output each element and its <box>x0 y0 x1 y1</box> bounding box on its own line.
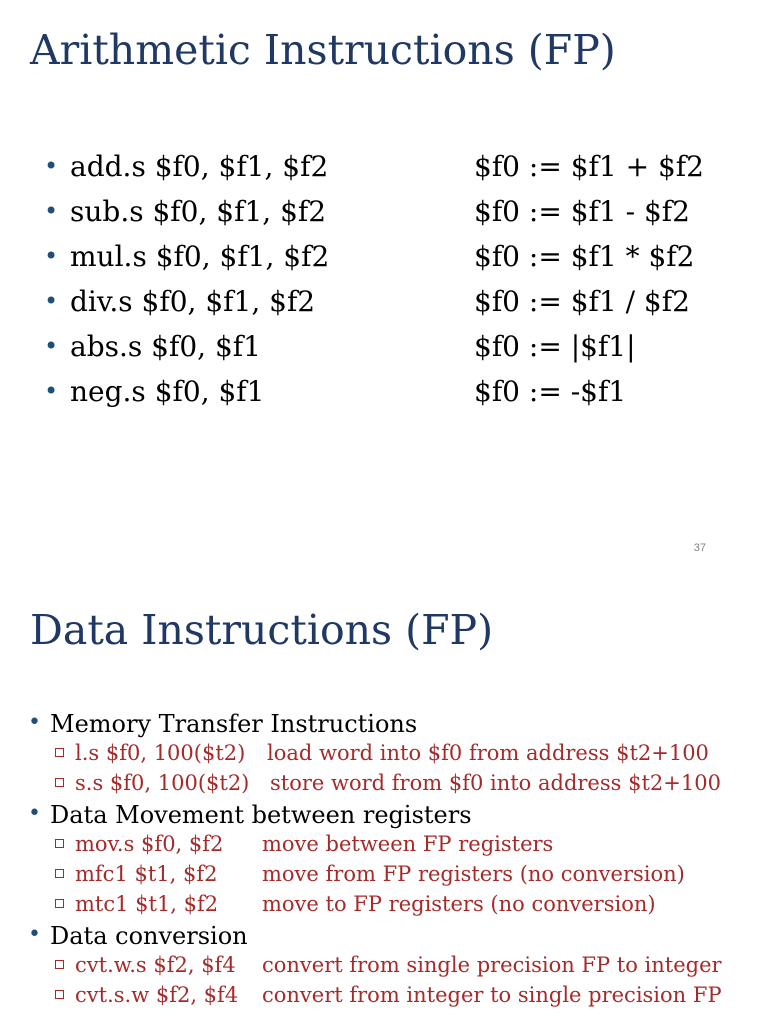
bullet-icon: • <box>44 377 59 405</box>
square-bullet-icon <box>55 839 64 848</box>
square-bullet-icon <box>55 990 64 999</box>
instruction-text: cvt.s.w $f2, $f4 <box>75 983 239 1007</box>
list-item <box>44 240 744 285</box>
description-text: move between FP registers <box>262 832 554 856</box>
bullet-icon: • <box>44 287 59 315</box>
description-text: store word from $f0 into address $t2+100 <box>270 771 721 795</box>
instruction-text: cvt.w.s $f2, $f4 <box>75 953 236 977</box>
list-item <box>44 330 744 375</box>
group-heading <box>28 710 748 741</box>
slide-title: Arithmetic Instructions (FP) <box>30 26 616 74</box>
group-heading-text: Data conversion <box>50 922 248 950</box>
square-bullet-icon <box>55 869 64 878</box>
list-item <box>28 771 748 801</box>
group-heading-text: Memory Transfer Instructions <box>50 710 418 738</box>
bullet-icon: • <box>44 197 59 225</box>
bullet-icon: • <box>44 242 59 270</box>
slide-data-instructions <box>0 580 768 1024</box>
description-text: convert from single precision FP to integer <box>262 953 722 977</box>
effect-text: $f0 := $f1 - $f2 <box>474 195 690 228</box>
effect-text: $f0 := $f1 + $f2 <box>474 150 704 183</box>
group-heading <box>28 801 748 832</box>
slide-number: 37 <box>693 542 706 554</box>
instruction-text: s.s $f0, 100($t2) <box>75 771 250 795</box>
instruction-text: div.s $f0, $f1, $f2 <box>70 285 316 318</box>
bullet-icon: • <box>28 801 41 826</box>
description-text: convert from integer to single precision FP <box>262 983 722 1007</box>
instruction-text: mul.s $f0, $f1, $f2 <box>70 240 330 273</box>
instruction-text: abs.s $f0, $f1 <box>70 330 261 363</box>
arithmetic-instruction-list <box>44 150 744 420</box>
instruction-text: neg.s $f0, $f1 <box>70 375 265 408</box>
list-item <box>28 862 748 892</box>
list-item <box>28 892 748 922</box>
instruction-text: mfc1 $t1, $f2 <box>75 862 218 886</box>
list-item <box>28 741 748 771</box>
square-bullet-icon <box>55 778 64 787</box>
slide-title: Data Instructions (FP) <box>30 606 494 654</box>
group-heading-text: Data Movement between registers <box>50 801 472 829</box>
list-item <box>28 832 748 862</box>
instruction-text: sub.s $f0, $f1, $f2 <box>70 195 327 228</box>
instruction-text: add.s $f0, $f1, $f2 <box>70 150 329 183</box>
group-heading <box>28 922 748 953</box>
bullet-icon: • <box>28 922 41 947</box>
effect-text: $f0 := |$f1| <box>474 330 636 363</box>
list-item <box>44 375 744 420</box>
list-item <box>44 195 744 240</box>
effect-text: $f0 := $f1 / $f2 <box>474 285 690 318</box>
square-bullet-icon <box>55 899 64 908</box>
instruction-text: l.s $f0, 100($t2) <box>75 741 246 765</box>
list-item <box>28 953 748 983</box>
description-text: move to FP registers (no conversion) <box>262 892 656 916</box>
bullet-icon: • <box>44 152 59 180</box>
data-instruction-list <box>28 710 748 1013</box>
list-item <box>28 983 748 1013</box>
list-item <box>44 150 744 195</box>
description-text: move from FP registers (no conversion) <box>262 862 685 886</box>
square-bullet-icon <box>55 748 64 757</box>
effect-text: $f0 := $f1 * $f2 <box>474 240 695 273</box>
list-item <box>44 285 744 330</box>
instruction-text: mov.s $f0, $f2 <box>75 832 224 856</box>
bullet-icon: • <box>44 332 59 360</box>
description-text: load word into $f0 from address $t2+100 <box>267 741 709 765</box>
square-bullet-icon <box>55 960 64 969</box>
effect-text: $f0 := -$f1 <box>474 375 627 408</box>
bullet-icon: • <box>28 710 41 735</box>
instruction-text: mtc1 $t1, $f2 <box>75 892 219 916</box>
